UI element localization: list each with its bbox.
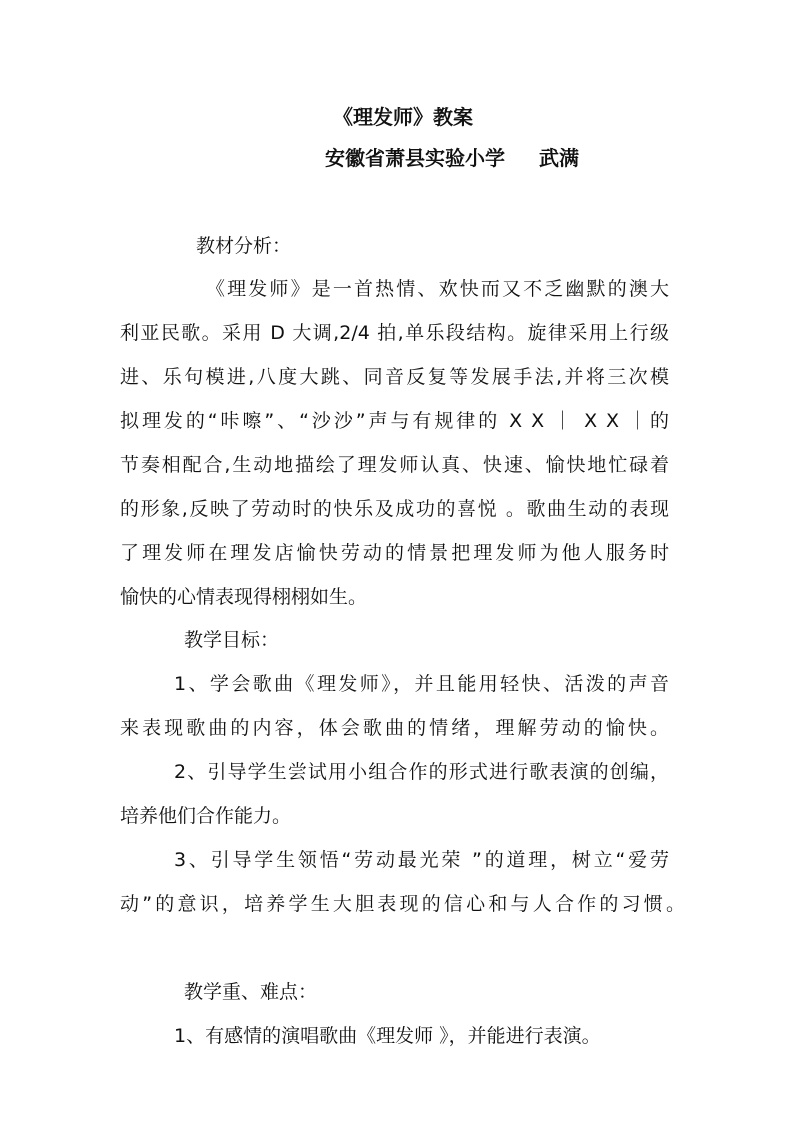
analysis-line: 愉快的心情表现得栩栩如生。 [120,586,368,608]
goal-line: 动”的意识，培养学生大胆表现的信心和与人合作的习惯。 [120,893,685,915]
analysis-line: 利亚民歌。采用 D 大调,2/4 拍,单乐段结构。旋律采用上行级 [120,322,669,344]
school-name: 安徽省萧县实验小学 [325,146,505,170]
analysis-line: 了理发师在理发店愉快劳动的情景把理发师为他人服务时 [120,542,669,564]
key-line: 1、有感情的演唱歌曲《理发师 》，并能进行表演。 [174,1025,601,1047]
analysis-line: 拟理发的“咔嚓”、“沙沙”声与有规律的 X X ｜ X X ｜的 [120,410,669,432]
analysis-line: 的形象,反映了劳动时的快乐及成功的喜悦 。歌曲生动的表现 [120,498,669,520]
goal-line: 来表现歌曲的内容，体会歌曲的情绪，理解劳动的愉快。 [120,717,669,739]
author-name: 武满 [539,146,579,170]
author-line [325,145,579,171]
analysis-line: 《理发师》是一首热情、欢快而又不乏幽默的澳大 [206,278,669,300]
analysis-line: 节奏相配合,生动地描绘了理发师认真、快速、愉快地忙碌着 [120,454,669,476]
goal-line: 3、引导学生领悟“劳动最光荣 ”的道理，树立“爱劳 [174,849,669,871]
analysis-line: 进、乐句模进,八度大跳、同音反复等发展手法,并将三次模 [120,366,669,388]
goal-line: 1、学会歌曲《理发师》，并且能用轻快、活泼的声音 [174,673,669,695]
goal-line: 2、引导学生尝试用小组合作的形式进行歌表演的创编， [174,761,669,783]
goal-line: 培养他们合作能力。 [120,805,292,827]
analysis-heading: 教材分析： [196,235,292,257]
key-heading: 教学重、难点： [184,981,318,1003]
page-title: 《理发师》教案 [333,105,473,129]
goals-heading: 教学目标： [184,629,280,651]
